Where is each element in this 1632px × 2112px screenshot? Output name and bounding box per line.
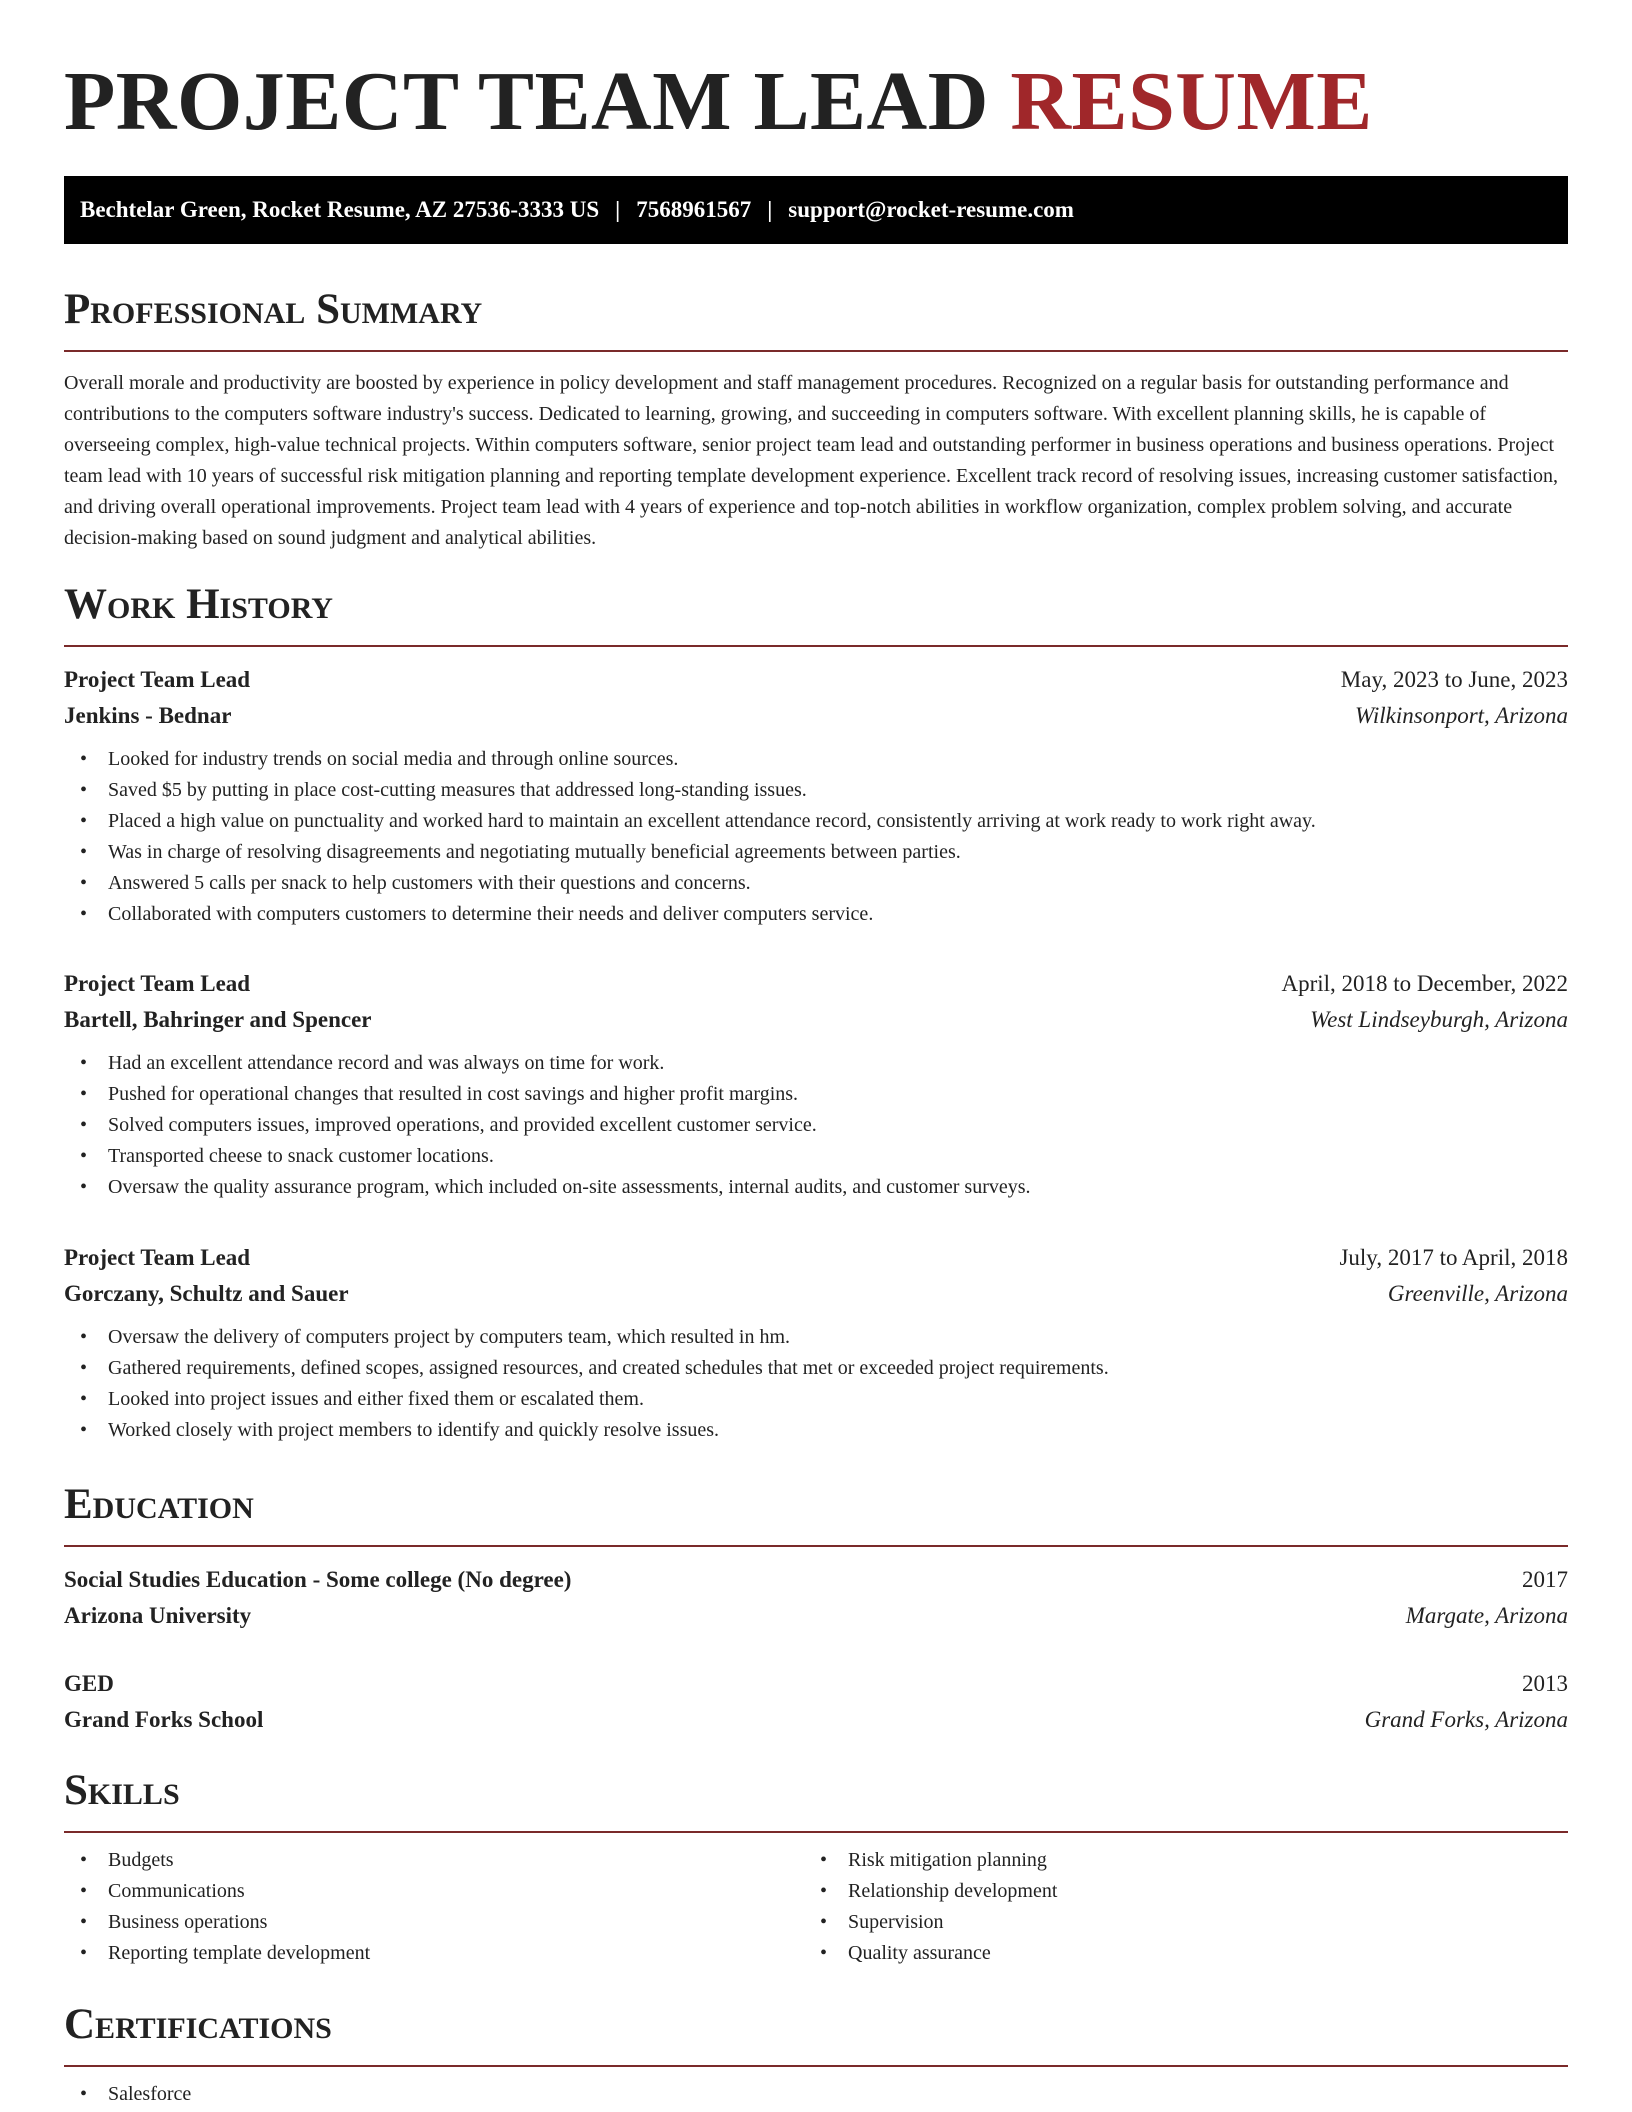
education-location: Grand Forks, Arizona: [1364, 1707, 1568, 1732]
resume-title: [64, 52, 1373, 153]
list-item: • Pushed for operational changes that resulted in cost savings and higher profit margins.: [64, 1079, 1568, 1110]
education-heading: Education: [64, 1481, 254, 1528]
education-entry: [64, 1562, 1568, 1634]
job-dates: July, 2017 to April, 2018: [1339, 1245, 1568, 1270]
job-location: Greenville, Arizona: [1387, 1281, 1568, 1306]
certification-item: • Salesforce: [64, 2079, 191, 2110]
skills-list-right: [804, 1845, 1544, 1969]
skill-item: • Business operations: [64, 1907, 804, 1938]
education-section: [64, 1481, 1568, 1732]
list-item: • Oversaw the delivery of computers project by computers team, which resulted in hm.: [64, 1322, 1568, 1353]
work-history-heading: Work History: [64, 581, 333, 628]
section-rule: [64, 2065, 1568, 2067]
job-location: West Lindseyburgh, Arizona: [1310, 1007, 1568, 1032]
job-entry: [64, 662, 1568, 930]
job-bullets: [64, 1048, 1568, 1203]
school: Arizona University: [64, 1603, 252, 1628]
education-location: Margate, Arizona: [1405, 1603, 1568, 1628]
job-dates: April, 2018 to December, 2022: [1281, 971, 1568, 996]
job-bullets: [64, 744, 1568, 930]
skills-section: [64, 1767, 1568, 1964]
education-year: 2017: [1522, 1567, 1568, 1592]
job-company: Gorczany, Schultz and Sauer: [64, 1281, 349, 1306]
job-company: Bartell, Bahringer and Spencer: [64, 1007, 372, 1032]
list-item: • Collaborated with computers customers to determine their needs and deliver computers service.: [64, 899, 1568, 930]
job-dates: May, 2023 to June, 2023: [1340, 667, 1568, 692]
list-item: • Answered 5 calls per snack to help customers with their questions and concerns.: [64, 868, 1568, 899]
contact-separator: |: [767, 197, 773, 222]
contact-bar: [64, 176, 1568, 244]
contact-address: Bechtelar Green, Rocket Resume, AZ 27536-3333 US: [80, 197, 600, 222]
job-entry: [64, 966, 1568, 1203]
job-title: Project Team Lead: [64, 1245, 251, 1270]
skill-item: • Relationship development: [804, 1876, 1544, 1907]
job-location: Wilkinsonport, Arizona: [1355, 703, 1568, 728]
list-item: • Worked closely with project members to identify and quickly resolve issues.: [64, 1415, 1568, 1446]
summary-heading: Professional Summary: [64, 286, 483, 333]
certifications-list: [64, 2079, 191, 2110]
section-rule: [64, 1545, 1568, 1547]
job-bullets: [64, 1322, 1568, 1446]
skill-item: • Supervision: [804, 1907, 1544, 1938]
contact-phone: 7568961567: [636, 197, 752, 222]
section-rule: [64, 350, 1568, 352]
section-rule: [64, 645, 1568, 647]
degree: GED: [64, 1671, 114, 1696]
skills-list-left: [64, 1845, 804, 1969]
list-item: • Solved computers issues, improved operations, and provided excellent customer service.: [64, 1110, 1568, 1141]
school: Grand Forks School: [64, 1707, 264, 1732]
summary-section: [64, 286, 1568, 549]
title-main: PROJECT TEAM LEAD: [64, 55, 989, 148]
list-item: • Saved $5 by putting in place cost-cutting measures that addressed long-standing issues.: [64, 775, 1568, 806]
certifications-heading: Certifications: [64, 2001, 332, 2048]
list-item: • Gathered requirements, defined scopes, assigned resources, and created schedules that met or exceeded project requirements.: [64, 1353, 1568, 1384]
list-item: • Looked into project issues and either fixed them or escalated them.: [64, 1384, 1568, 1415]
summary-text: Overall morale and productivity are boosted by experience in policy development and staff management procedures. Recognized on a regular basis for outstanding performance and contributions to the computers software industry's success. Dedicated to learning, growing, and succeeding in computers software. With excellent planning skills, he is capable of overseeing complex, high-value technical projects. Within computers software, senior project team lead and outstanding performer in business operations and business operations. Project team lead with 10 years of successful risk mitigation planning and reporting template development experience. Excellent track record of resolving issues, increasing customer satisfaction, and driving overall operational improvements. Project team lead with 4 years of experience and top-notch abilities in workflow organization, complex problem solving, and accurate decision-making based on sound judgment and analytical abilities.: [64, 372, 1558, 549]
job-company: Jenkins - Bednar: [64, 703, 232, 728]
certifications-section: [64, 2001, 1568, 2105]
skill-item: • Risk mitigation planning: [804, 1845, 1544, 1876]
skills-heading: Skills: [64, 1767, 180, 1814]
job-title: Project Team Lead: [64, 667, 251, 692]
education-entry: [64, 1666, 1568, 1738]
work-history-section: [64, 581, 1568, 1441]
skill-item: • Budgets: [64, 1845, 804, 1876]
skill-item: • Quality assurance: [804, 1938, 1544, 1969]
list-item: • Oversaw the quality assurance program, which included on-site assessments, internal audits, and customer surveys.: [64, 1172, 1568, 1203]
degree: Social Studies Education - Some college (No degree): [64, 1567, 572, 1592]
education-year: 2013: [1522, 1671, 1568, 1696]
list-item: • Placed a high value on punctuality and worked hard to maintain an excellent attendance record, consistently arriving at work ready to work right away.: [64, 806, 1568, 837]
contact-email: support@rocket-resume.com: [788, 197, 1074, 222]
list-item: • Transported cheese to snack customer locations.: [64, 1141, 1568, 1172]
job-entry: [64, 1240, 1568, 1446]
section-rule: [64, 1831, 1568, 1833]
title-accent: RESUME: [1010, 55, 1373, 148]
list-item: • Had an excellent attendance record and was always on time for work.: [64, 1048, 1568, 1079]
list-item: • Looked for industry trends on social media and through online sources.: [64, 744, 1568, 775]
contact-separator: |: [615, 197, 621, 222]
job-title: Project Team Lead: [64, 971, 251, 996]
skill-item: • Communications: [64, 1876, 804, 1907]
skill-item: • Reporting template development: [64, 1938, 804, 1969]
list-item: • Was in charge of resolving disagreements and negotiating mutually beneficial agreements between parties.: [64, 837, 1568, 868]
